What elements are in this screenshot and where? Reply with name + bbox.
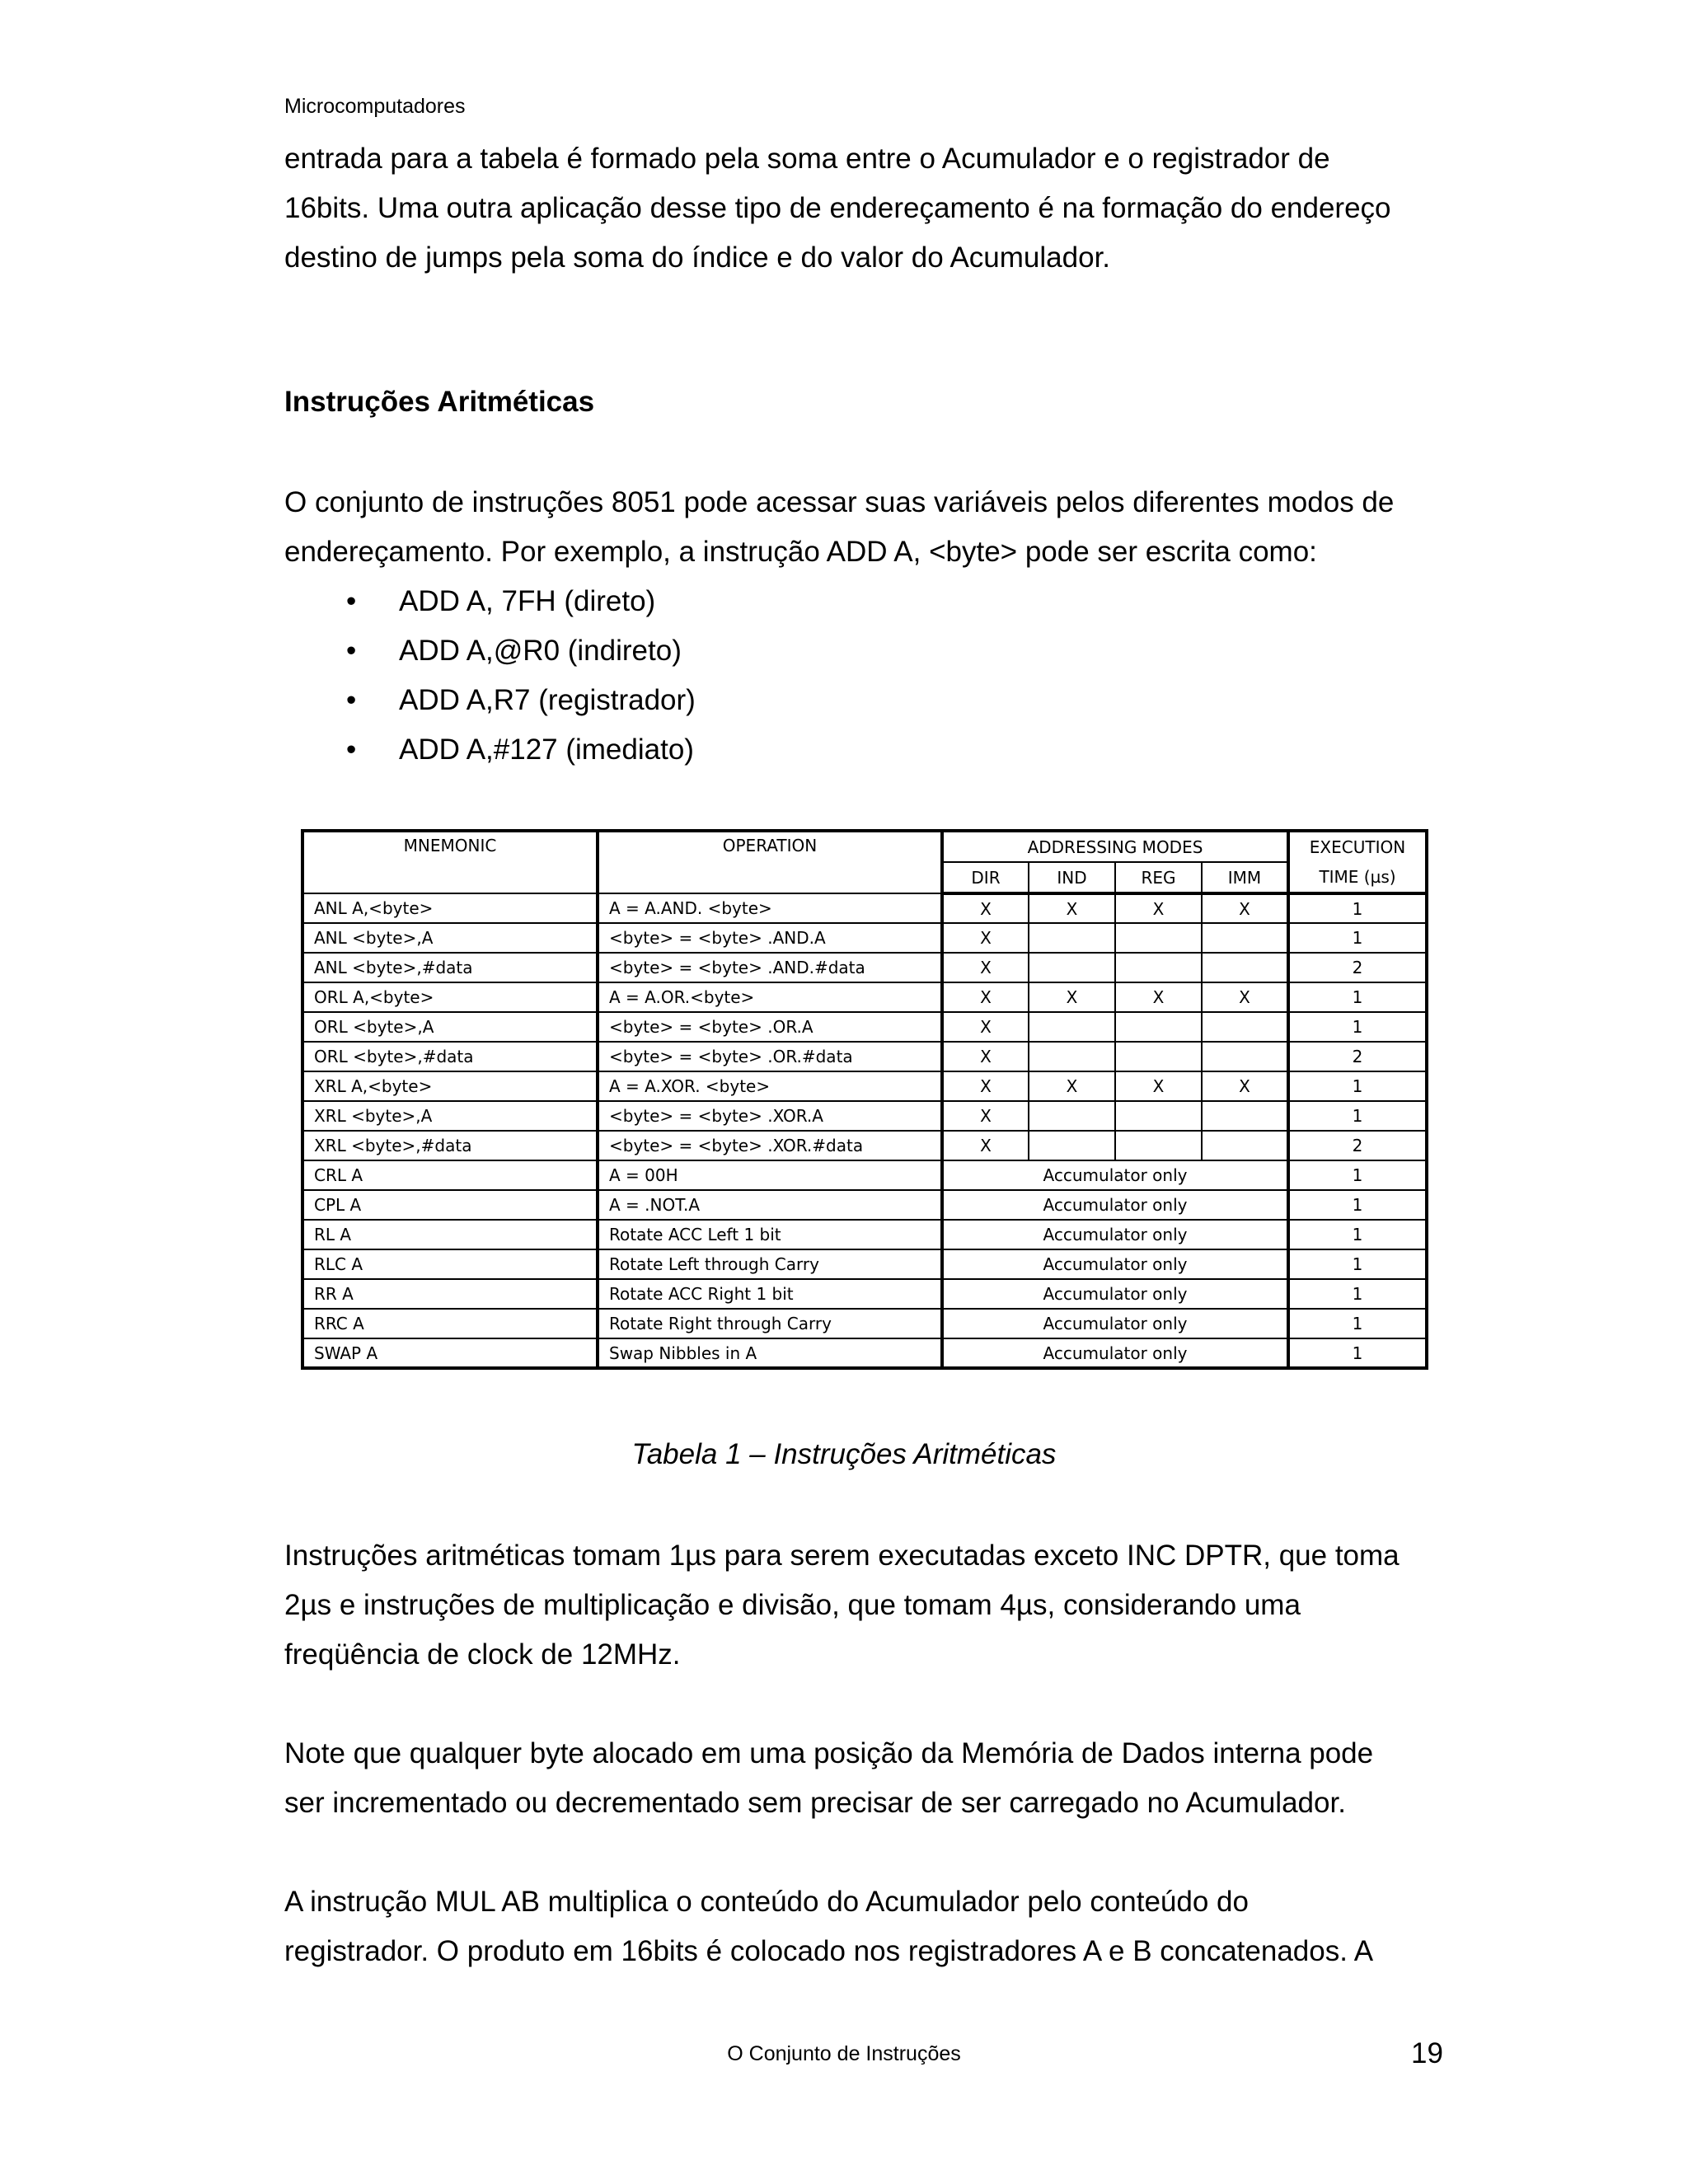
paragraph-line: 2µs e instruções de multiplicação e divisão, que tomam 4µs, considerando uma — [284, 1589, 1301, 1621]
cell-time: 1 — [1288, 1279, 1427, 1309]
cell-mnemonic: CPL A — [302, 1190, 598, 1220]
table-row — [302, 953, 1427, 982]
cell-ind — [1029, 1131, 1115, 1160]
cell-imm — [1202, 1101, 1288, 1131]
cell-reg — [1115, 1131, 1202, 1160]
table-row — [302, 1012, 1427, 1042]
cell-ind — [1029, 1101, 1115, 1131]
cell-time: 1 — [1288, 1160, 1427, 1190]
cell-dir: X — [942, 893, 1029, 923]
table-row — [302, 1220, 1427, 1249]
cell-time: 1 — [1288, 893, 1427, 923]
bullet-icon: • — [346, 635, 357, 667]
cell-reg — [1115, 953, 1202, 982]
cell-time: 1 — [1288, 1071, 1427, 1101]
cell-mnemonic: ANL <byte>,#data — [302, 953, 598, 982]
cell-ind: X — [1029, 893, 1115, 923]
cell-operation: Rotate Right through Carry — [598, 1309, 942, 1338]
paragraph-line: freqüência de clock de 12MHz. — [284, 1638, 681, 1671]
cell-dir: X — [942, 1012, 1029, 1042]
bullet-item — [346, 725, 696, 775]
cell-ind: X — [1029, 982, 1115, 1012]
cell-operation: A = 00H — [598, 1160, 942, 1190]
bullet-icon: • — [346, 585, 357, 617]
cell-reg: X — [1115, 893, 1202, 923]
paragraph-mul — [284, 1877, 1455, 1976]
bullet-item — [346, 577, 696, 626]
cell-imm: X — [1202, 1071, 1288, 1101]
page-number: 19 — [1411, 2037, 1443, 2069]
table-row — [302, 893, 1427, 923]
header-mode-reg: REG — [1115, 862, 1202, 893]
cell-mnemonic: ORL A,<byte> — [302, 982, 598, 1012]
table-row — [302, 1101, 1427, 1131]
paragraph-line: endereçamento. Por exemplo, a instrução ADD A, <byte> pode ser escrita como: — [284, 536, 1317, 568]
cell-time: 1 — [1288, 1309, 1427, 1338]
header-mode-dir: DIR — [942, 862, 1029, 893]
cell-operation: <byte> = <byte> .XOR.A — [598, 1101, 942, 1131]
paragraph-line: Instruções aritméticas tomam 1µs para serem executadas exceto INC DPTR, que toma — [284, 1540, 1400, 1572]
cell-mnemonic: SWAP A — [302, 1338, 598, 1368]
cell-operation: A = A.AND. <byte> — [598, 893, 942, 923]
bullet-text: ADD A,@R0 (indireto) — [399, 635, 682, 667]
cell-ind — [1029, 923, 1115, 953]
paragraph-line: ser incrementado ou decrementado sem precisar de ser carregado no Acumulador. — [284, 1787, 1346, 1819]
header-execution: EXECUTION — [1288, 831, 1427, 862]
cell-operation: Rotate ACC Left 1 bit — [598, 1220, 942, 1249]
cell-time: 1 — [1288, 1338, 1427, 1368]
cell-mnemonic: XRL A,<byte> — [302, 1071, 598, 1101]
table-row — [302, 982, 1427, 1012]
table-row — [302, 1160, 1427, 1190]
bullet-text: ADD A, 7FH (direto) — [399, 585, 656, 617]
bullet-list — [346, 577, 696, 775]
cell-operation: <byte> = <byte> .AND.A — [598, 923, 942, 953]
cell-time: 2 — [1288, 953, 1427, 982]
paragraph-line: registrador. O produto em 16bits é colocado nos registradores A e B concatenados. A — [284, 1935, 1374, 1967]
paragraph-timing — [284, 1531, 1455, 1680]
cell-time: 1 — [1288, 1101, 1427, 1131]
cell-imm: X — [1202, 982, 1288, 1012]
cell-operation: <byte> = <byte> .OR.A — [598, 1012, 942, 1042]
table-row — [302, 1042, 1427, 1071]
table-row — [302, 1338, 1427, 1368]
table-caption: Tabela 1 – Instruções Aritméticas — [631, 1438, 1057, 1470]
cell-time: 1 — [1288, 1249, 1427, 1279]
cell-dir: X — [942, 923, 1029, 953]
cell-reg: X — [1115, 1071, 1202, 1101]
section-title: Instruções Aritméticas — [284, 386, 595, 418]
header-mnemonic: MNEMONIC — [302, 831, 598, 893]
paragraph-intro — [284, 134, 1455, 283]
cell-accumulator-only: Accumulator only — [942, 1220, 1288, 1249]
cell-dir: X — [942, 1071, 1029, 1101]
running-header: Microcomputadores — [284, 95, 466, 118]
cell-dir: X — [942, 1042, 1029, 1071]
table-row — [302, 1071, 1427, 1101]
cell-mnemonic: ANL <byte>,A — [302, 923, 598, 953]
cell-reg — [1115, 1042, 1202, 1071]
cell-time: 1 — [1288, 982, 1427, 1012]
cell-mnemonic: RLC A — [302, 1249, 598, 1279]
table-row — [302, 1279, 1427, 1309]
table-row — [302, 1309, 1427, 1338]
cell-operation: A = A.OR.<byte> — [598, 982, 942, 1012]
cell-mnemonic: RL A — [302, 1220, 598, 1249]
cell-operation: <byte> = <byte> .OR.#data — [598, 1042, 942, 1071]
cell-accumulator-only: Accumulator only — [942, 1160, 1288, 1190]
table-row — [302, 1249, 1427, 1279]
cell-operation: Rotate Left through Carry — [598, 1249, 942, 1279]
cell-accumulator-only: Accumulator only — [942, 1249, 1288, 1279]
cell-time: 1 — [1288, 1012, 1427, 1042]
cell-time: 2 — [1288, 1131, 1427, 1160]
cell-reg — [1115, 1012, 1202, 1042]
paragraph-line: 16bits. Uma outra aplicação desse tipo de endereçamento é na formação do endereço — [284, 192, 1391, 224]
table-row — [302, 923, 1427, 953]
cell-ind — [1029, 1042, 1115, 1071]
cell-mnemonic: CRL A — [302, 1160, 598, 1190]
cell-time: 1 — [1288, 923, 1427, 953]
paragraph-line: destino de jumps pela soma do índice e do valor do Acumulador. — [284, 241, 1111, 274]
cell-imm — [1202, 1131, 1288, 1160]
cell-ind: X — [1029, 1071, 1115, 1101]
cell-accumulator-only: Accumulator only — [942, 1309, 1288, 1338]
cell-operation: <byte> = <byte> .AND.#data — [598, 953, 942, 982]
header-mode-ind: IND — [1029, 862, 1115, 893]
header-time: TIME (µs) — [1288, 862, 1427, 893]
header-addressing-modes: ADDRESSING MODES — [942, 831, 1288, 862]
cell-ind — [1029, 953, 1115, 982]
header-operation: OPERATION — [598, 831, 942, 893]
cell-dir: X — [942, 1131, 1029, 1160]
cell-reg — [1115, 1101, 1202, 1131]
cell-imm — [1202, 1042, 1288, 1071]
cell-mnemonic: RR A — [302, 1279, 598, 1309]
paragraph-memory-note — [284, 1729, 1455, 1828]
cell-accumulator-only: Accumulator only — [942, 1338, 1288, 1368]
cell-imm — [1202, 953, 1288, 982]
cell-mnemonic: XRL <byte>,A — [302, 1101, 598, 1131]
cell-mnemonic: ORL <byte>,#data — [302, 1042, 598, 1071]
cell-imm: X — [1202, 893, 1288, 923]
cell-imm — [1202, 1012, 1288, 1042]
cell-ind — [1029, 1012, 1115, 1042]
table-row — [302, 1131, 1427, 1160]
bullet-item — [346, 676, 696, 725]
cell-accumulator-only: Accumulator only — [942, 1279, 1288, 1309]
running-footer: O Conjunto de Instruções — [727, 2042, 961, 2065]
cell-time: 1 — [1288, 1220, 1427, 1249]
bullet-icon: • — [346, 684, 357, 716]
cell-accumulator-only: Accumulator only — [942, 1190, 1288, 1220]
cell-imm — [1202, 923, 1288, 953]
bullet-icon: • — [346, 733, 357, 766]
bullet-item — [346, 626, 696, 676]
cell-operation: A = .NOT.A — [598, 1190, 942, 1220]
cell-operation: Rotate ACC Right 1 bit — [598, 1279, 942, 1309]
cell-dir: X — [942, 982, 1029, 1012]
arithmetic-instructions-table-wrapper — [301, 829, 1428, 1370]
cell-dir: X — [942, 1101, 1029, 1131]
table-row — [302, 1190, 1427, 1220]
cell-mnemonic: RRC A — [302, 1309, 598, 1338]
cell-operation: A = A.XOR. <byte> — [598, 1071, 942, 1101]
cell-time: 2 — [1288, 1042, 1427, 1071]
cell-mnemonic: XRL <byte>,#data — [302, 1131, 598, 1160]
cell-dir: X — [942, 953, 1029, 982]
cell-reg — [1115, 923, 1202, 953]
bullet-text: ADD A,R7 (registrador) — [399, 684, 696, 716]
bullet-text: ADD A,#127 (imediato) — [399, 733, 694, 766]
header-mode-imm: IMM — [1202, 862, 1288, 893]
arithmetic-instructions-table — [301, 829, 1428, 1370]
cell-reg: X — [1115, 982, 1202, 1012]
cell-operation: <byte> = <byte> .XOR.#data — [598, 1131, 942, 1160]
paragraph-line: O conjunto de instruções 8051 pode acessar suas variáveis pelos diferentes modos de — [284, 486, 1395, 518]
paragraph-line: Note que qualquer byte alocado em uma posição da Memória de Dados interna pode — [284, 1737, 1374, 1769]
paragraph-line: entrada para a tabela é formado pela soma entre o Acumulador e o registrador de — [284, 143, 1330, 175]
paragraph-instruction-set — [284, 478, 1455, 577]
cell-mnemonic: ANL A,<byte> — [302, 893, 598, 923]
paragraph-line: A instrução MUL AB multiplica o conteúdo do Acumulador pelo conteúdo do — [284, 1886, 1249, 1918]
cell-operation: Swap Nibbles in A — [598, 1338, 942, 1368]
cell-time: 1 — [1288, 1190, 1427, 1220]
cell-mnemonic: ORL <byte>,A — [302, 1012, 598, 1042]
